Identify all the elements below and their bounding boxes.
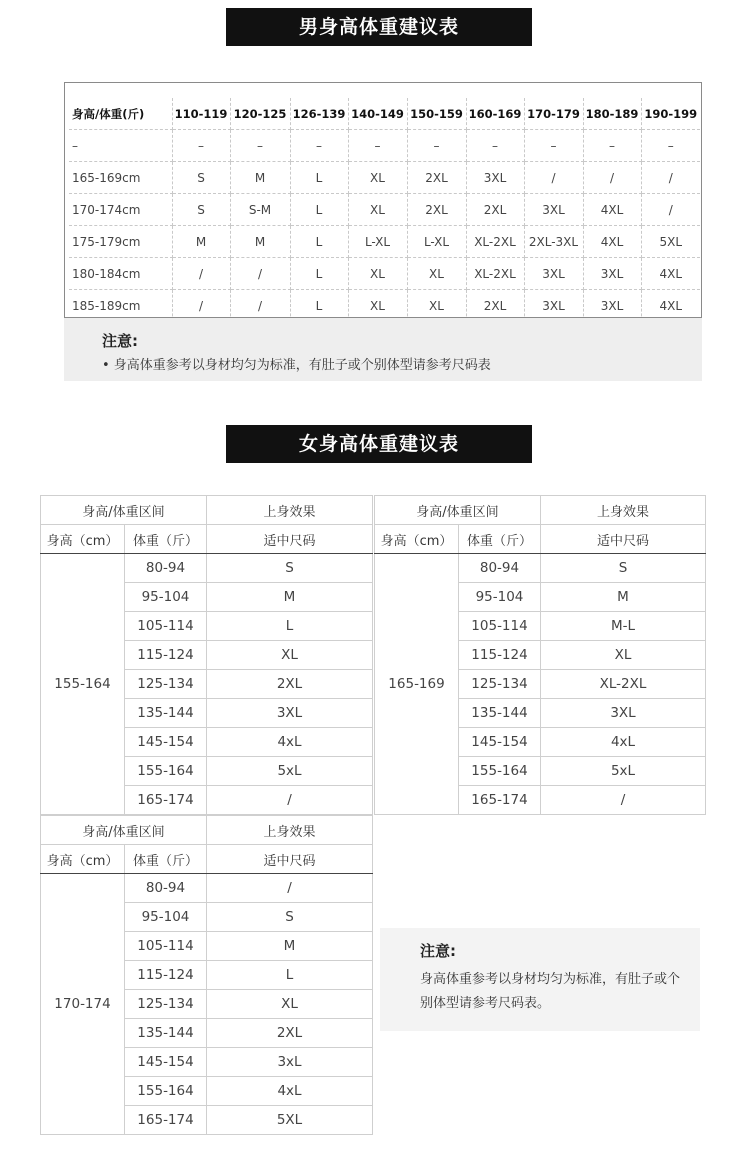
weight-header: 体重（斤） xyxy=(125,845,207,874)
height-header: 身高（cm） xyxy=(41,525,125,554)
women-subheader-row xyxy=(41,845,373,874)
weight-range-cell: 80-94 xyxy=(125,554,207,583)
size-cell: 4xL xyxy=(541,728,706,757)
size-cell: XL-2XL xyxy=(541,670,706,699)
height-range-cell: 165-169 xyxy=(375,554,459,815)
weight-range-cell: 95-104 xyxy=(459,583,541,612)
weight-range-cell: 95-104 xyxy=(125,583,207,612)
men-size-cell: 4XL xyxy=(641,258,700,290)
men-size-cell: L xyxy=(290,290,348,322)
men-size-cell: S xyxy=(172,194,230,226)
men-header-row xyxy=(69,98,700,130)
size-cell: 3xL xyxy=(207,1048,373,1077)
size-cell: / xyxy=(541,786,706,815)
men-size-cell: / xyxy=(641,194,700,226)
men-weight-header: 126-139 xyxy=(290,98,348,130)
men-size-cell: – xyxy=(466,130,524,162)
range-header: 身高/体重区间 xyxy=(41,816,207,845)
height-range-cell: 155-164 xyxy=(41,554,125,815)
men-size-cell: 4XL xyxy=(583,194,641,226)
men-size-cell: 2XL xyxy=(466,290,524,322)
size-cell: S xyxy=(207,554,373,583)
size-header: 适中尺码 xyxy=(207,845,373,874)
women-subheader-row xyxy=(41,525,373,554)
size-cell: 3XL xyxy=(541,699,706,728)
size-header: 适中尺码 xyxy=(207,525,373,554)
men-height-label: 185-189cm xyxy=(69,290,172,322)
women-note-title: 注意: xyxy=(420,942,456,960)
size-cell: XL xyxy=(207,641,373,670)
men-table-row xyxy=(69,290,700,322)
men-size-chart-title: 男身高体重建议表 xyxy=(226,8,532,46)
men-size-cell: – xyxy=(524,130,583,162)
men-size-cell: / xyxy=(641,162,700,194)
size-cell: 3XL xyxy=(207,699,373,728)
women-size-chart-title: 女身高体重建议表 xyxy=(226,425,532,463)
women-table-row xyxy=(41,874,373,903)
men-size-cell: 3XL xyxy=(524,290,583,322)
men-size-cell: 2XL xyxy=(466,194,524,226)
men-size-cell: 5XL xyxy=(641,226,700,258)
size-cell: 2XL xyxy=(207,670,373,699)
weight-range-cell: 80-94 xyxy=(125,874,207,903)
men-weight-header: 190-199 xyxy=(641,98,700,130)
men-height-label: 170-174cm xyxy=(69,194,172,226)
men-weight-header: 120-125 xyxy=(230,98,290,130)
weight-range-cell: 135-144 xyxy=(125,1019,207,1048)
men-note-text: • 身高体重参考以身材均匀为标准，有肚子或个别体型请参考尺码表 xyxy=(102,358,491,373)
weight-range-cell: 115-124 xyxy=(125,641,207,670)
men-size-cell: XL xyxy=(407,258,466,290)
men-note-title: 注意: xyxy=(102,332,138,350)
men-size-cell: XL xyxy=(348,162,407,194)
size-cell: 4xL xyxy=(207,1077,373,1106)
size-cell: / xyxy=(207,786,373,815)
weight-range-cell: 165-174 xyxy=(125,786,207,815)
women-header-row xyxy=(375,496,706,525)
men-size-cell: – xyxy=(641,130,700,162)
men-size-cell: / xyxy=(230,258,290,290)
size-cell: / xyxy=(207,874,373,903)
men-size-cell: – xyxy=(348,130,407,162)
women-note-text: 身高体重参考以身材均匀为标准，有肚子或个别体型请参考尺码表。 xyxy=(420,972,681,1011)
men-size-cell: 4XL xyxy=(583,226,641,258)
men-size-cell: XL xyxy=(348,258,407,290)
men-size-cell: XL xyxy=(348,290,407,322)
men-size-cell: 4XL xyxy=(659,298,683,313)
men-weight-header: 150-159 xyxy=(407,98,466,130)
men-size-cell: S-M xyxy=(230,194,290,226)
women-size-table-2 xyxy=(374,495,706,815)
weight-range-cell: 165-174 xyxy=(125,1106,207,1135)
men-size-cell: L xyxy=(290,226,348,258)
women-table-row xyxy=(375,554,706,583)
men-size-cell: / xyxy=(583,162,641,194)
men-size-cell: – xyxy=(407,130,466,162)
range-header: 身高/体重区间 xyxy=(41,496,207,525)
men-table-row xyxy=(69,162,700,194)
women-note-box xyxy=(380,928,700,1031)
weight-range-cell: 155-164 xyxy=(125,1077,207,1106)
weight-range-cell: 155-164 xyxy=(125,757,207,786)
men-size-cell: L xyxy=(290,194,348,226)
men-height-label: 165-169cm xyxy=(69,162,172,194)
men-size-cell: / xyxy=(230,290,290,322)
size-cell: L xyxy=(207,612,373,641)
size-cell: XL xyxy=(207,990,373,1019)
weight-range-cell: 125-134 xyxy=(125,670,207,699)
size-header: 适中尺码 xyxy=(541,525,706,554)
men-size-cell: 3XL xyxy=(524,258,583,290)
men-size-cell: 3XL xyxy=(583,290,641,322)
men-size-cell: M xyxy=(172,226,230,258)
height-header: 身高（cm） xyxy=(375,525,459,554)
weight-range-cell: 105-114 xyxy=(125,932,207,961)
size-cell: M-L xyxy=(541,612,706,641)
size-cell: M xyxy=(541,583,706,612)
women-header-row xyxy=(41,496,373,525)
weight-range-cell: 95-104 xyxy=(125,903,207,932)
weight-range-cell: 105-114 xyxy=(125,612,207,641)
size-cell: S xyxy=(541,554,706,583)
men-height-label: – xyxy=(69,130,172,162)
men-size-table xyxy=(69,98,700,321)
men-size-cell: – xyxy=(230,130,290,162)
men-size-cell: XL-2XL xyxy=(466,258,524,290)
men-size-cell: 2XL xyxy=(407,194,466,226)
men-size-cell: M xyxy=(230,162,290,194)
women-size-table-1 xyxy=(40,495,373,815)
men-note-box xyxy=(64,318,702,381)
weight-range-cell: 135-144 xyxy=(125,699,207,728)
men-size-cell: 2XL-3XL xyxy=(524,226,583,258)
men-weight-header: 170-179 xyxy=(524,98,583,130)
women-table-row xyxy=(41,554,373,583)
effect-header: 上身效果 xyxy=(207,496,373,525)
men-size-cell: XL-2XL xyxy=(466,226,524,258)
weight-range-cell: 165-174 xyxy=(459,786,541,815)
men-weight-header: 160-169 xyxy=(466,98,524,130)
weight-range-cell: 135-144 xyxy=(459,699,541,728)
weight-range-cell: 155-164 xyxy=(459,757,541,786)
men-table-row xyxy=(69,226,700,258)
size-cell: L xyxy=(207,961,373,990)
women-size-table-3 xyxy=(40,815,373,1135)
men-size-cell: – xyxy=(290,130,348,162)
size-cell: 5XL xyxy=(207,1106,373,1135)
weight-range-cell: 80-94 xyxy=(459,554,541,583)
men-size-cell: 3XL xyxy=(466,162,524,194)
men-table-row xyxy=(69,194,700,226)
effect-header: 上身效果 xyxy=(541,496,706,525)
men-size-cell: XL xyxy=(348,194,407,226)
men-size-cell: M xyxy=(230,226,290,258)
size-cell: S xyxy=(207,903,373,932)
men-height-label: 180-184cm xyxy=(69,258,172,290)
size-cell: 5xL xyxy=(207,757,373,786)
weight-range-cell: 145-154 xyxy=(125,1048,207,1077)
men-size-cell: / xyxy=(524,162,583,194)
men-weight-header: 110-119 xyxy=(172,98,230,130)
men-header-corner: 身高/体重(斤) xyxy=(69,98,172,130)
men-size-cell: L xyxy=(290,258,348,290)
weight-range-cell: 125-134 xyxy=(459,670,541,699)
size-cell: M xyxy=(207,932,373,961)
men-size-cell: / xyxy=(172,258,230,290)
size-cell: XL xyxy=(541,641,706,670)
size-cell: 4xL xyxy=(207,728,373,757)
women-header-row xyxy=(41,816,373,845)
men-size-cell: – xyxy=(172,130,230,162)
height-range-cell: 170-174 xyxy=(41,874,125,1135)
men-size-cell: 3XL xyxy=(583,258,641,290)
effect-header: 上身效果 xyxy=(207,816,373,845)
weight-header: 体重（斤） xyxy=(459,525,541,554)
men-size-cell: – xyxy=(583,130,641,162)
men-table-row xyxy=(69,258,700,290)
size-cell: 2XL xyxy=(207,1019,373,1048)
men-weight-header: 180-189 xyxy=(583,98,641,130)
weight-range-cell: 105-114 xyxy=(459,612,541,641)
weight-range-cell: 115-124 xyxy=(459,641,541,670)
men-size-cell: 3XL xyxy=(524,194,583,226)
men-size-table-frame xyxy=(64,82,702,318)
men-weight-header: 140-149 xyxy=(348,98,407,130)
height-header: 身高（cm） xyxy=(41,845,125,874)
weight-range-cell: 125-134 xyxy=(125,990,207,1019)
women-subheader-row xyxy=(375,525,706,554)
men-size-cell: L-XL xyxy=(407,226,466,258)
weight-range-cell: 145-154 xyxy=(459,728,541,757)
men-size-cell: XL xyxy=(407,290,466,322)
men-size-cell: L xyxy=(290,162,348,194)
range-header: 身高/体重区间 xyxy=(375,496,541,525)
men-table-row xyxy=(69,130,700,162)
weight-range-cell: 145-154 xyxy=(125,728,207,757)
men-size-cell: 2XL xyxy=(407,162,466,194)
men-size-cell: L-XL xyxy=(348,226,407,258)
men-size-cell: S xyxy=(172,162,230,194)
men-size-cell: / xyxy=(172,290,230,322)
men-height-label: 175-179cm xyxy=(69,226,172,258)
weight-range-cell: 115-124 xyxy=(125,961,207,990)
weight-header: 体重（斤） xyxy=(125,525,207,554)
size-cell: 5xL xyxy=(541,757,706,786)
size-cell: M xyxy=(207,583,373,612)
